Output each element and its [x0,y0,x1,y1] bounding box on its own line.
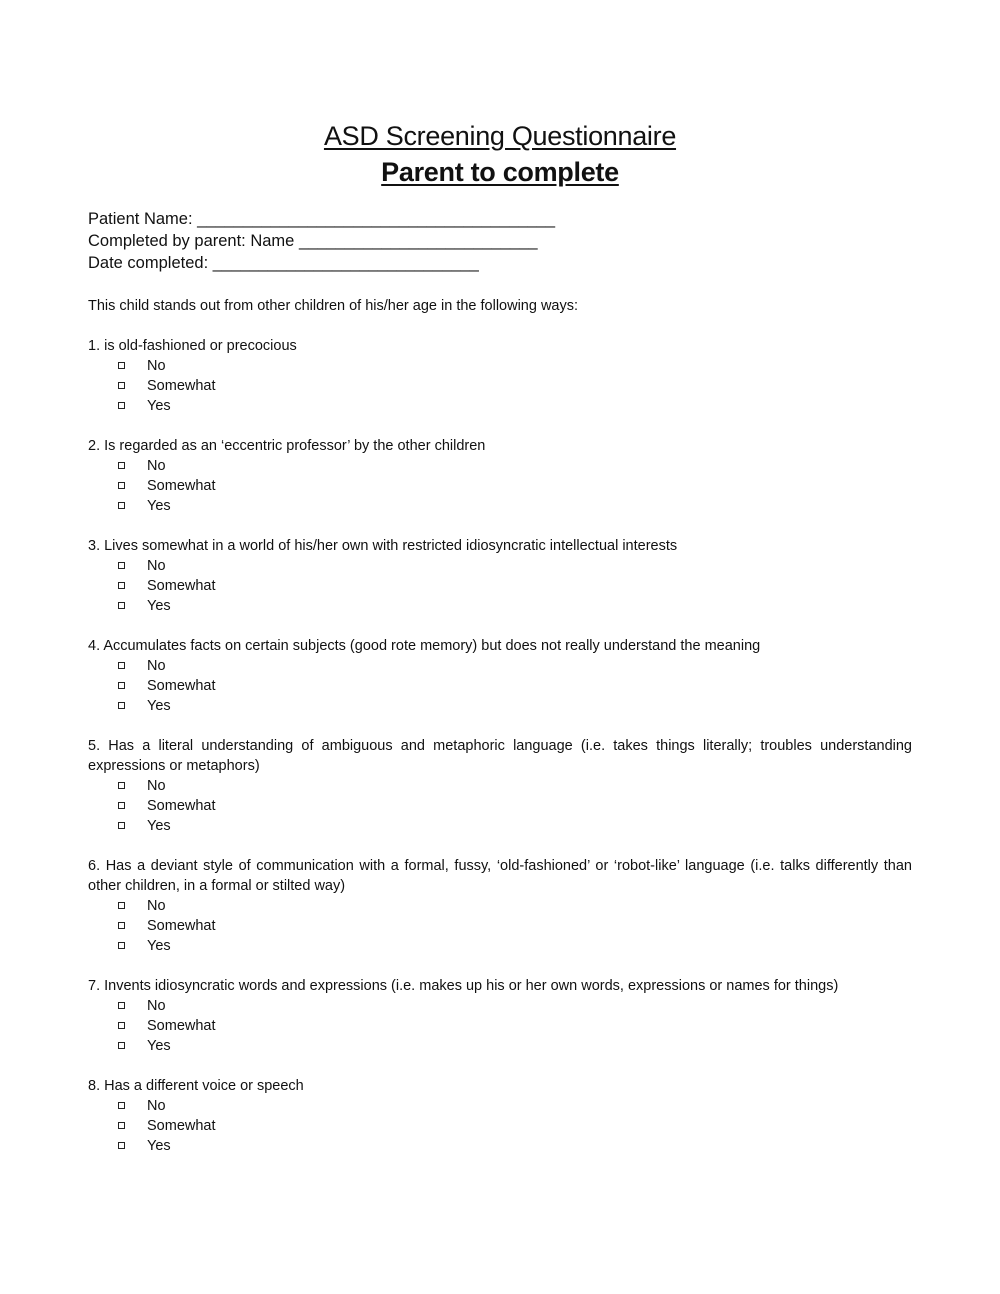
answer-option[interactable] [88,1096,912,1116]
answer-option[interactable] [88,996,912,1016]
option-label: No [147,898,166,914]
answer-options [88,556,912,616]
answer-option[interactable] [88,476,912,496]
question-text: 6. Has a deviant style of communication with a formal, fussy, ‘old-fashioned’ or ‘robot-like’ language (i.e. talks differently than other children, in a formal or stilted way) [88,858,912,894]
checkbox-icon[interactable] [118,802,125,809]
date-completed-field[interactable]: Date completed: _____________________________ [88,254,479,272]
option-label: No [147,658,166,674]
checkbox-icon[interactable] [118,1122,125,1129]
option-label: Yes [147,938,171,954]
checkbox-icon[interactable] [118,1142,125,1149]
questionnaire-page [88,118,912,1176]
option-label: Somewhat [147,1118,216,1134]
answer-option[interactable] [88,696,912,716]
option-label: Somewhat [147,918,216,934]
option-label: No [147,998,166,1014]
answer-option[interactable] [88,376,912,396]
question-item [88,1076,912,1156]
checkbox-icon[interactable] [118,1022,125,1029]
option-label: Somewhat [147,1018,216,1034]
question-item [88,536,912,616]
answer-option[interactable] [88,816,912,836]
answer-option[interactable] [88,1136,912,1156]
question-item [88,336,912,416]
checkbox-icon[interactable] [118,562,125,569]
question-text: 3. Lives somewhat in a world of his/her own with restricted idiosyncratic intellectual interests [88,538,678,554]
question-text: 7. Invents idiosyncratic words and expressions (i.e. makes up his or her own words, expressions or names for things) [88,978,839,994]
checkbox-icon[interactable] [118,462,125,469]
option-label: Somewhat [147,798,216,814]
option-label: No [147,458,166,474]
question-text: 1. is old-fashioned or precocious [88,338,297,354]
answer-option[interactable] [88,776,912,796]
answer-options [88,656,912,716]
answer-option[interactable] [88,1116,912,1136]
checkbox-icon[interactable] [118,362,125,369]
answer-options [88,896,912,956]
answer-options [88,996,912,1056]
intro-text: This child stands out from other children of his/her age in the following ways: [88,298,579,314]
answer-option[interactable] [88,396,912,416]
checkbox-icon[interactable] [118,942,125,949]
answer-option[interactable] [88,796,912,816]
answer-option[interactable] [88,656,912,676]
answer-option[interactable] [88,456,912,476]
option-label: No [147,1098,166,1114]
option-label: Yes [147,698,171,714]
answer-options [88,456,912,516]
checkbox-icon[interactable] [118,822,125,829]
answer-options [88,1096,912,1156]
checkbox-icon[interactable] [118,1002,125,1009]
option-label: No [147,358,166,374]
patient-name-field[interactable]: Patient Name: _______________________________________ [88,210,556,228]
completed-by-field[interactable]: Completed by parent: Name __________________________ [88,232,538,250]
checkbox-icon[interactable] [118,402,125,409]
answer-option[interactable] [88,576,912,596]
question-item [88,636,912,716]
option-label: Yes [147,498,171,514]
checkbox-icon[interactable] [118,502,125,509]
answer-options [88,776,912,836]
checkbox-icon[interactable] [118,382,125,389]
option-label: No [147,778,166,794]
answer-option[interactable] [88,1036,912,1056]
question-item [88,976,912,1056]
question-item [88,856,912,956]
checkbox-icon[interactable] [118,1102,125,1109]
document-title: ASD Screening Questionnaire [323,121,677,151]
answer-options [88,356,912,416]
question-text: 2. Is regarded as an ‘eccentric professor’ by the other children [88,438,486,454]
answer-option[interactable] [88,676,912,696]
option-label: Yes [147,1138,171,1154]
patient-info-fields [88,208,912,274]
question-text: 5. Has a literal understanding of ambiguous and metaphoric language (i.e. takes things literally; troubles understanding expressions or metaphors) [88,738,912,774]
answer-option[interactable] [88,556,912,576]
option-label: Yes [147,1038,171,1054]
answer-option[interactable] [88,916,912,936]
answer-option[interactable] [88,1016,912,1036]
option-label: Somewhat [147,578,216,594]
question-list [88,336,912,1156]
answer-option[interactable] [88,356,912,376]
option-label: Somewhat [147,678,216,694]
option-label: Somewhat [147,478,216,494]
checkbox-icon[interactable] [118,482,125,489]
option-label: Yes [147,598,171,614]
checkbox-icon[interactable] [118,922,125,929]
question-item [88,436,912,516]
checkbox-icon[interactable] [118,682,125,689]
checkbox-icon[interactable] [118,582,125,589]
answer-option[interactable] [88,496,912,516]
option-label: Yes [147,818,171,834]
option-label: No [147,558,166,574]
checkbox-icon[interactable] [118,782,125,789]
checkbox-icon[interactable] [118,662,125,669]
answer-option[interactable] [88,936,912,956]
checkbox-icon[interactable] [118,902,125,909]
option-label: Yes [147,398,171,414]
checkbox-icon[interactable] [118,1042,125,1049]
option-label: Somewhat [147,378,216,394]
question-text: 4. Accumulates facts on certain subjects (good rote memory) but does not really understand the meaning [88,638,761,654]
question-text: 8. Has a different voice or speech [88,1078,304,1094]
answer-option[interactable] [88,896,912,916]
question-item [88,736,912,836]
checkbox-icon[interactable] [118,602,125,609]
checkbox-icon[interactable] [118,702,125,709]
answer-option[interactable] [88,596,912,616]
document-subtitle: Parent to complete [381,157,619,187]
